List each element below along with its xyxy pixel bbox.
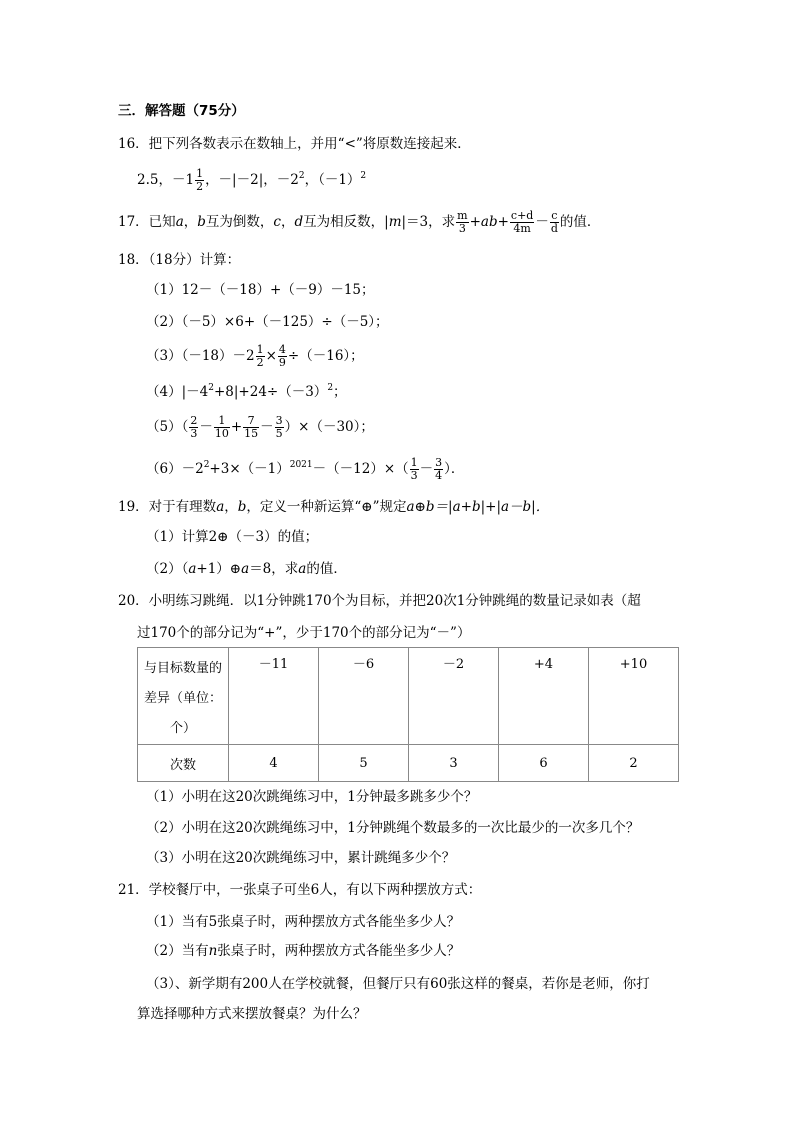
- q21-sub-1: （1）当有5张桌子时，两种摆放方式各能坐多少人？: [146, 914, 461, 930]
- q20-sub-3: （3）小明在这20次跳绳练习中，累计跳绳多少个？: [146, 850, 456, 866]
- table-cell: －2: [409, 648, 499, 745]
- q21-sub-3-line-2: 算选择哪种方式来摆放餐桌？为什么？: [137, 1006, 367, 1022]
- q18-sub-6: $(6)-2^2+3\times(-1)^{2021}-(-12)\times$（ $\frac{1}{3}$ － $\frac{3}{4}$ ）．: [146, 456, 465, 482]
- table-cell: －6: [319, 648, 409, 745]
- question-17-text: 17．已知a，b互为倒数，c，d互为相反数，|m|＝3，求 $\frac{m}{3}$ +ab+ $\frac{c+d}{4m}$ － $\frac{c}{d}$ 的值．: [118, 209, 601, 235]
- q18-sub-1: （1）12－（－18）+（－9）－15；: [146, 282, 375, 298]
- q20-sub-2: （2）小明在这20次跳绳练习中，1分钟跳绳个数最多的一次比最少的一次多几个？: [146, 820, 640, 836]
- q18-sub-4: $(4)|-4^2+8|+24\div(-3)^2$；: [146, 383, 347, 400]
- q16-number-1: 2.5，－1: [137, 172, 195, 188]
- question-19-text: 19．对于有理数a，b，定义一种新运算“⊕”规定a⊕b＝|a+b|+|a－b|．: [118, 499, 550, 515]
- table-header-count: 次数: [138, 745, 229, 782]
- q17-fraction-cd-4m: $\frac{c+d}{4m}$: [510, 209, 534, 235]
- q19-sub-2: （2）（a+1）⊕a＝8，求a的值．: [146, 561, 347, 577]
- q18-sub-3: （3）（－18）－2 $\frac{1}{2}$ × $\frac{4}{9}$ ÷（－16）；: [146, 343, 364, 369]
- q18-sub-5: （5）（ $\frac{2}{3}$ － $\frac{1}{10}$ + $\frac{7}{15}$ － $\frac{3}{5}$ ）×（－30）；: [146, 414, 374, 440]
- q18-sub-2: （2）（－5）×6+（－125）÷（－5）；: [146, 314, 389, 330]
- question-20-line-1: 20．小明练习跳绳．以1分钟跳170个为目标，并把20次1分钟跳绳的数量记录如表（超: [118, 593, 641, 609]
- table-cell: －11: [229, 648, 319, 745]
- section-title: 三．解答题（75分）: [118, 103, 245, 119]
- jump-rope-table: [137, 647, 679, 782]
- table-cell: 6: [499, 745, 589, 782]
- table-cell: +10: [589, 648, 679, 745]
- question-18-title: 18．（18分）计算：: [118, 252, 241, 268]
- q21-sub-2: （2）当有n张桌子时，两种摆放方式各能坐多少人？: [146, 943, 461, 959]
- table-cell: 3: [409, 745, 499, 782]
- q16-fraction: $\frac{1}{2}$: [196, 167, 204, 193]
- q16-number-3: ，（－1）: [304, 172, 361, 188]
- q20-sub-1: （1）小明在这20次跳绳练习中，1分钟最多跳多少个？: [146, 789, 478, 805]
- q19-sub-1: （1）计算2⊕（－3）的值；: [146, 529, 319, 545]
- table-cell: 4: [229, 745, 319, 782]
- table-cell: 5: [319, 745, 409, 782]
- q16-number-2: ，－|－2|，－2: [205, 172, 299, 188]
- q17-fraction-m-3: $\frac{m}{3}$: [457, 209, 468, 235]
- table-header-difference: 与目标数量的差异（单位：个）: [138, 648, 229, 745]
- question-20-line-2: 过170个的部分记为“+”，少于170个的部分记为“－”）: [137, 625, 471, 641]
- q17-fraction-c-d: $\frac{c}{d}$: [550, 209, 558, 235]
- question-21-text: 21．学校餐厅中，一张桌子可坐6人，有以下两种摆放方式：: [118, 882, 482, 898]
- table-cell: +4: [499, 648, 589, 745]
- question-16-numbers: 2.5，－1 $\frac{1}{2}$ ，－|－2|，$-2^2$，$(-1)^2$: [137, 167, 367, 193]
- question-16-text: 16．把下列各数表示在数轴上，并用“<”将原数连接起来．: [118, 136, 471, 152]
- q21-sub-3-line-1: （3）、新学期有200人在学校就餐，但餐厅只有60张这样的餐桌，若你是老师，你打: [146, 976, 650, 992]
- table-cell: 2: [589, 745, 679, 782]
